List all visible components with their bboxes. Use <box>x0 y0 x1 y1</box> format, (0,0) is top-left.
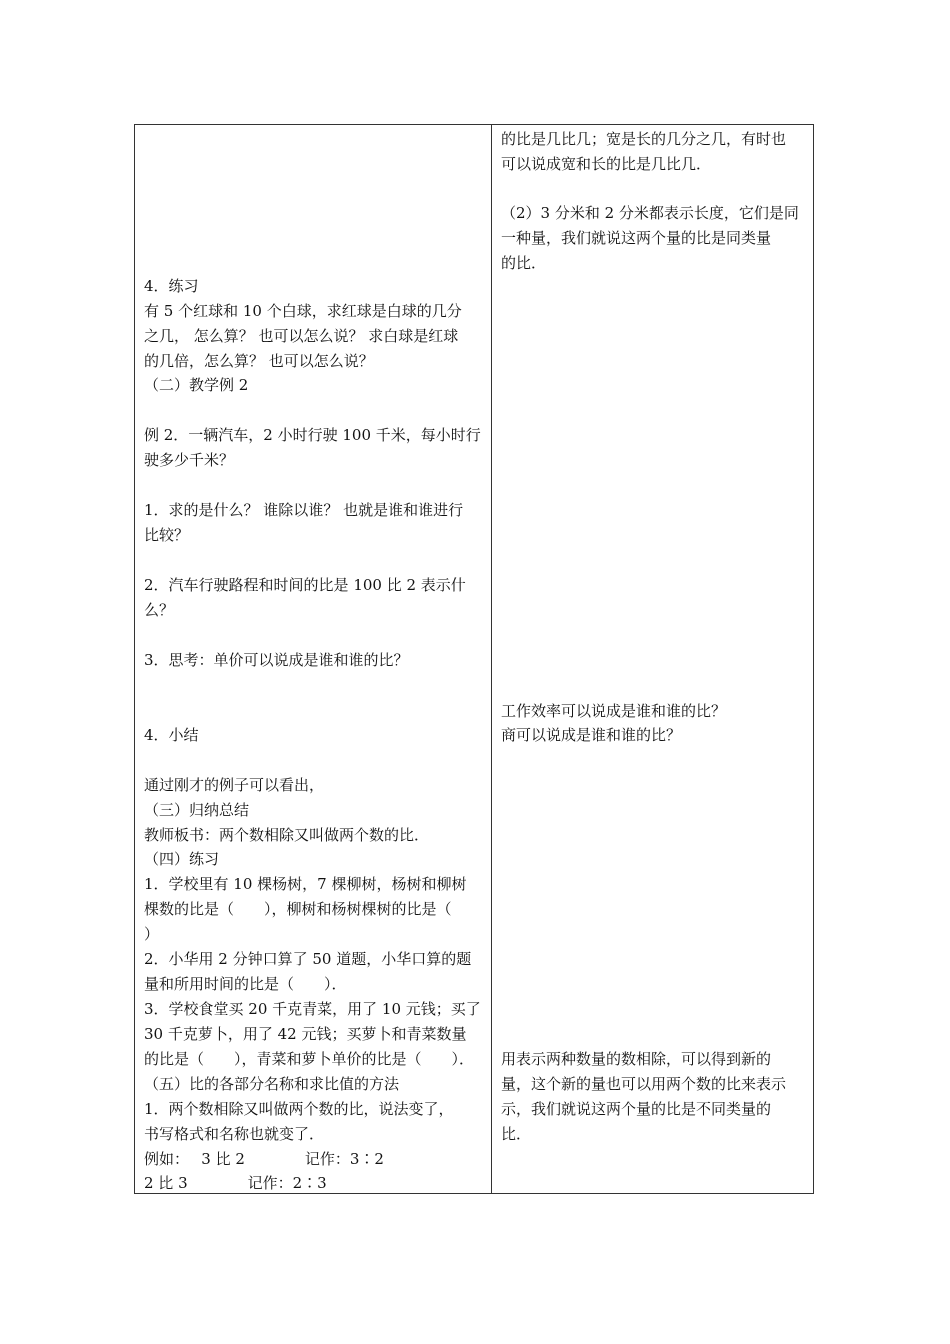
text-line: 4．练习 <box>144 277 199 295</box>
text-line: 比． <box>501 1125 532 1143</box>
text-line: 一种量，我们就说这两个量的比是同类量 <box>501 229 772 247</box>
left-column <box>135 125 491 1193</box>
text-line: 书写格式和名称也就变了． <box>144 1125 325 1143</box>
text-line: 3．思考：单价可以说成是谁和谁的比？ <box>144 651 409 669</box>
text-line: 通过刚才的例子可以看出， <box>144 776 325 794</box>
text-line: 30 千克萝卜，用了 42 元钱；买萝卜和青菜数量 <box>144 1025 467 1043</box>
text-line: 教师板书：两个数相除又叫做两个数的比． <box>144 826 430 844</box>
text-line: 可以说成宽和长的比是几比几． <box>501 155 712 173</box>
text-line: 2．汽车行驶路程和时间的比是 100 比 2 表示什 <box>144 576 466 594</box>
text-line: 4．小结 <box>144 726 199 744</box>
text-line: 的比． <box>501 254 547 272</box>
text-line: 1．两个数相除又叫做两个数的比，说法变了， <box>144 1100 454 1118</box>
lesson-table <box>134 124 814 1194</box>
text-line: 驶多少千米？ <box>144 451 235 469</box>
text-line: 么？ <box>144 601 175 619</box>
text-line: 例如： 3 比 2 记作：3∶2 <box>144 1150 384 1168</box>
text-line: 2 比 3 记作：2∶3 <box>144 1174 327 1192</box>
text-line: 商可以说成是谁和谁的比？ <box>501 726 682 744</box>
text-line: 量，这个新的量也可以用两个数的比来表示 <box>501 1075 787 1093</box>
text-line: （五）比的各部分名称和求比值的方法 <box>144 1075 400 1093</box>
text-line: 比较？ <box>144 526 190 544</box>
text-line: 有 5 个红球和 10 个白球，求红球是白球的几分 <box>144 302 462 320</box>
text-line: 的比是几比几；宽是长的几分之几，有时也 <box>501 130 787 148</box>
text-line: 1．学校里有 10 棵杨树，7 棵柳树，杨树和柳树 <box>144 875 467 893</box>
text-line: 棵数的比是（ ），柳树和杨树棵树的比是（ <box>144 900 452 918</box>
text-line: 量和所用时间的比是（ ）． <box>144 975 347 993</box>
right-column <box>492 125 814 1193</box>
text-line: 用表示两种数量的数相除，可以得到新的 <box>501 1050 772 1068</box>
text-line: 的比是（ ），青菜和萝卜单价的比是（ ）． <box>144 1050 475 1068</box>
text-line: （2）3 分米和 2 分米都表示长度，它们是同 <box>501 204 799 222</box>
text-line: 例 2．一辆汽车，2 小时行驶 100 千米，每小时行 <box>144 426 481 444</box>
text-line: （二）教学例 2 <box>144 376 249 394</box>
text-line: 之几， 怎么算？ 也可以怎么说？ 求白球是红球 <box>144 327 459 345</box>
text-line: 工作效率可以说成是谁和谁的比？ <box>501 702 727 720</box>
text-line: 1．求的是什么？ 谁除以谁？ 也就是谁和谁进行 <box>144 501 464 519</box>
text-line: 的几倍，怎么算？ 也可以怎么说？ <box>144 352 374 370</box>
text-line: 示，我们就说这两个量的比是不同类量的 <box>501 1100 772 1118</box>
text-line: 3．学校食堂买 20 千克青菜，用了 10 元钱；买了 <box>144 1000 481 1018</box>
text-line: （三）归纳总结 <box>144 801 250 819</box>
text-line: 2．小华用 2 分钟口算了 50 道题，小华口算的题 <box>144 950 472 968</box>
text-line: ） <box>144 925 160 943</box>
text-line: （四）练习 <box>144 850 220 868</box>
